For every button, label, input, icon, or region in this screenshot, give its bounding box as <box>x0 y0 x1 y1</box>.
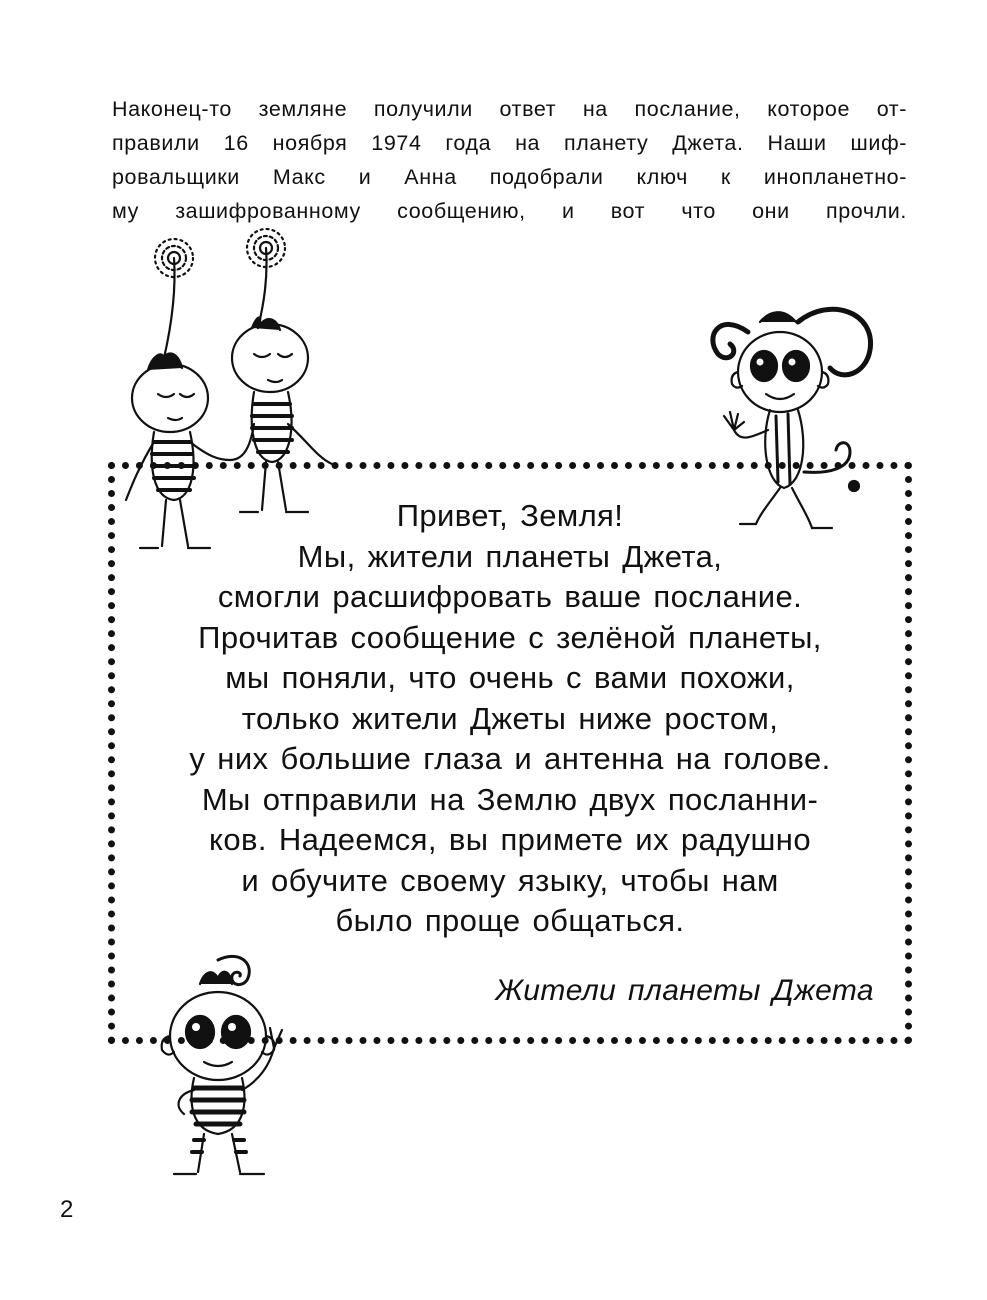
letter-line: Прочитав сообщение с зелёной планеты, <box>198 619 822 655</box>
letter-line: Мы, жители планеты Джета, <box>297 538 723 574</box>
alien-pair-illustration <box>118 228 358 558</box>
letter-line: ков. Надеемся, вы примете их радушно <box>209 822 811 857</box>
letter-line: мы поняли, что очень с вами похожи, <box>225 660 795 695</box>
letter-line: только жители Джеты ниже ростом, <box>241 700 779 736</box>
letter-line: у них большие глаза и антенна на голове. <box>189 741 831 776</box>
intro-line: ровальщики Макс и Анна подобрали ключ к инопланетно- <box>112 165 907 189</box>
letter-line: Мы отправили на Землю двух посланни- <box>201 781 819 817</box>
intro-paragraph <box>112 92 907 228</box>
letter-line: и обучите своему языку, чтобы нам <box>241 862 779 898</box>
intro-line: правили 16 ноября 1974 года на планету Джета. Наши шиф- <box>112 131 907 155</box>
intro-line: Наконец-то земляне получили ответ на послание, которое от- <box>112 97 907 121</box>
waving-alien-illustration <box>700 292 890 552</box>
letter-signature: Жители планеты Джета <box>495 974 874 1007</box>
alien-letter <box>112 496 908 942</box>
letter-line: смогли расшифровать ваше послание. <box>217 579 803 614</box>
page-number: 2 <box>60 1196 74 1223</box>
letter-line: было проще общаться. <box>335 903 685 938</box>
peace-sign-alien-illustration <box>148 944 298 1194</box>
letter-line: Привет, Земля! <box>396 498 624 533</box>
intro-line: му зашифрованному сообщению, и вот что они прочли. <box>112 199 907 223</box>
